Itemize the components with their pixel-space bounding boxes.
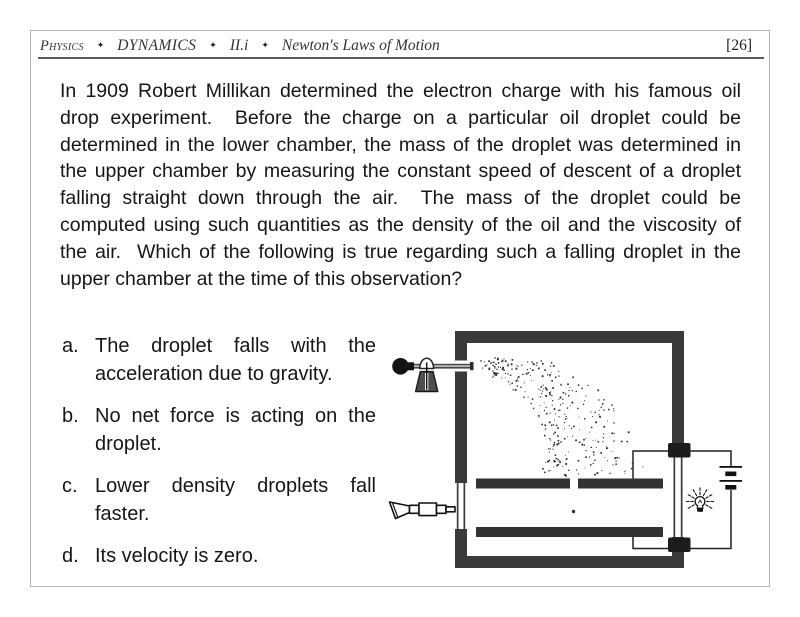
diamond-separator-icon: ✦ <box>209 40 217 50</box>
header-rule <box>38 57 764 59</box>
choice-a-text: The droplet falls with the acceleration due to gravity. <box>95 335 376 385</box>
choice-d <box>62 542 376 570</box>
choice-d-text: Its velocity is zero. <box>95 545 259 567</box>
diamond-separator-icon: ✦ <box>261 40 269 50</box>
terminal-top <box>668 443 691 458</box>
terminal-bottom <box>668 538 691 553</box>
choice-b-label: b. <box>62 405 79 427</box>
left-window-line <box>457 481 459 531</box>
question-text: In 1909 Robert Millikan determined the electron charge with his famous oil drop experiment. Before the charge on a particular oil droplet could be determined in the lower chamber, the mass of the droplet was determined in the upper chamber by measuring the constant speed of descent of a droplet falling straight down through the air. The mass of the droplet could be computed using such quantities as the density of the oil and the viscosity of the air. Which of the following is true regarding such a falling droplet in the upper chamber at the time of this observation? <box>60 80 747 290</box>
header-section: II.i <box>229 37 249 54</box>
right-window-line <box>681 455 683 539</box>
choice-b <box>62 402 376 458</box>
upper-plate-right <box>578 479 663 489</box>
lower-plate <box>476 527 663 537</box>
atomizer-bulb <box>392 358 409 375</box>
telescope-barrel <box>419 503 437 516</box>
chamber-wall-left-lower <box>455 529 467 568</box>
choice-c-label: c. <box>62 475 78 497</box>
chamber-wall-right-upper <box>672 331 684 457</box>
telescope <box>390 502 456 519</box>
observed-droplet <box>572 510 575 513</box>
header-subject: Physics <box>40 38 84 54</box>
right-window-line <box>674 455 676 539</box>
spray-nozzle <box>470 362 474 370</box>
page-number: [26] <box>726 37 752 54</box>
oil-spray-dots <box>480 357 643 476</box>
header-topic: DYNAMICS <box>117 37 197 54</box>
chamber-wall-top <box>455 331 684 343</box>
light-bulb-icon <box>686 488 713 512</box>
choice-d-label: d. <box>62 545 79 567</box>
upper-plate-left <box>476 479 570 489</box>
diamond-separator-icon: ✦ <box>96 40 105 50</box>
battery-icon <box>720 466 743 490</box>
choice-list <box>62 332 376 584</box>
choice-b-text: No net force is acting on the droplet. <box>95 405 376 455</box>
choice-a-label: a. <box>62 335 79 357</box>
choice-c-text: Lower density droplets fall faster. <box>95 475 376 525</box>
chamber-wall-left-upper <box>455 331 467 483</box>
left-window-line <box>464 481 466 531</box>
chamber-wall-bottom <box>455 556 684 568</box>
choice-c <box>62 472 376 528</box>
choice-a <box>62 332 376 388</box>
page-header <box>40 37 752 57</box>
header-subtitle: Newton's Laws of Motion <box>281 37 440 54</box>
apparatus-diagram <box>385 325 797 575</box>
